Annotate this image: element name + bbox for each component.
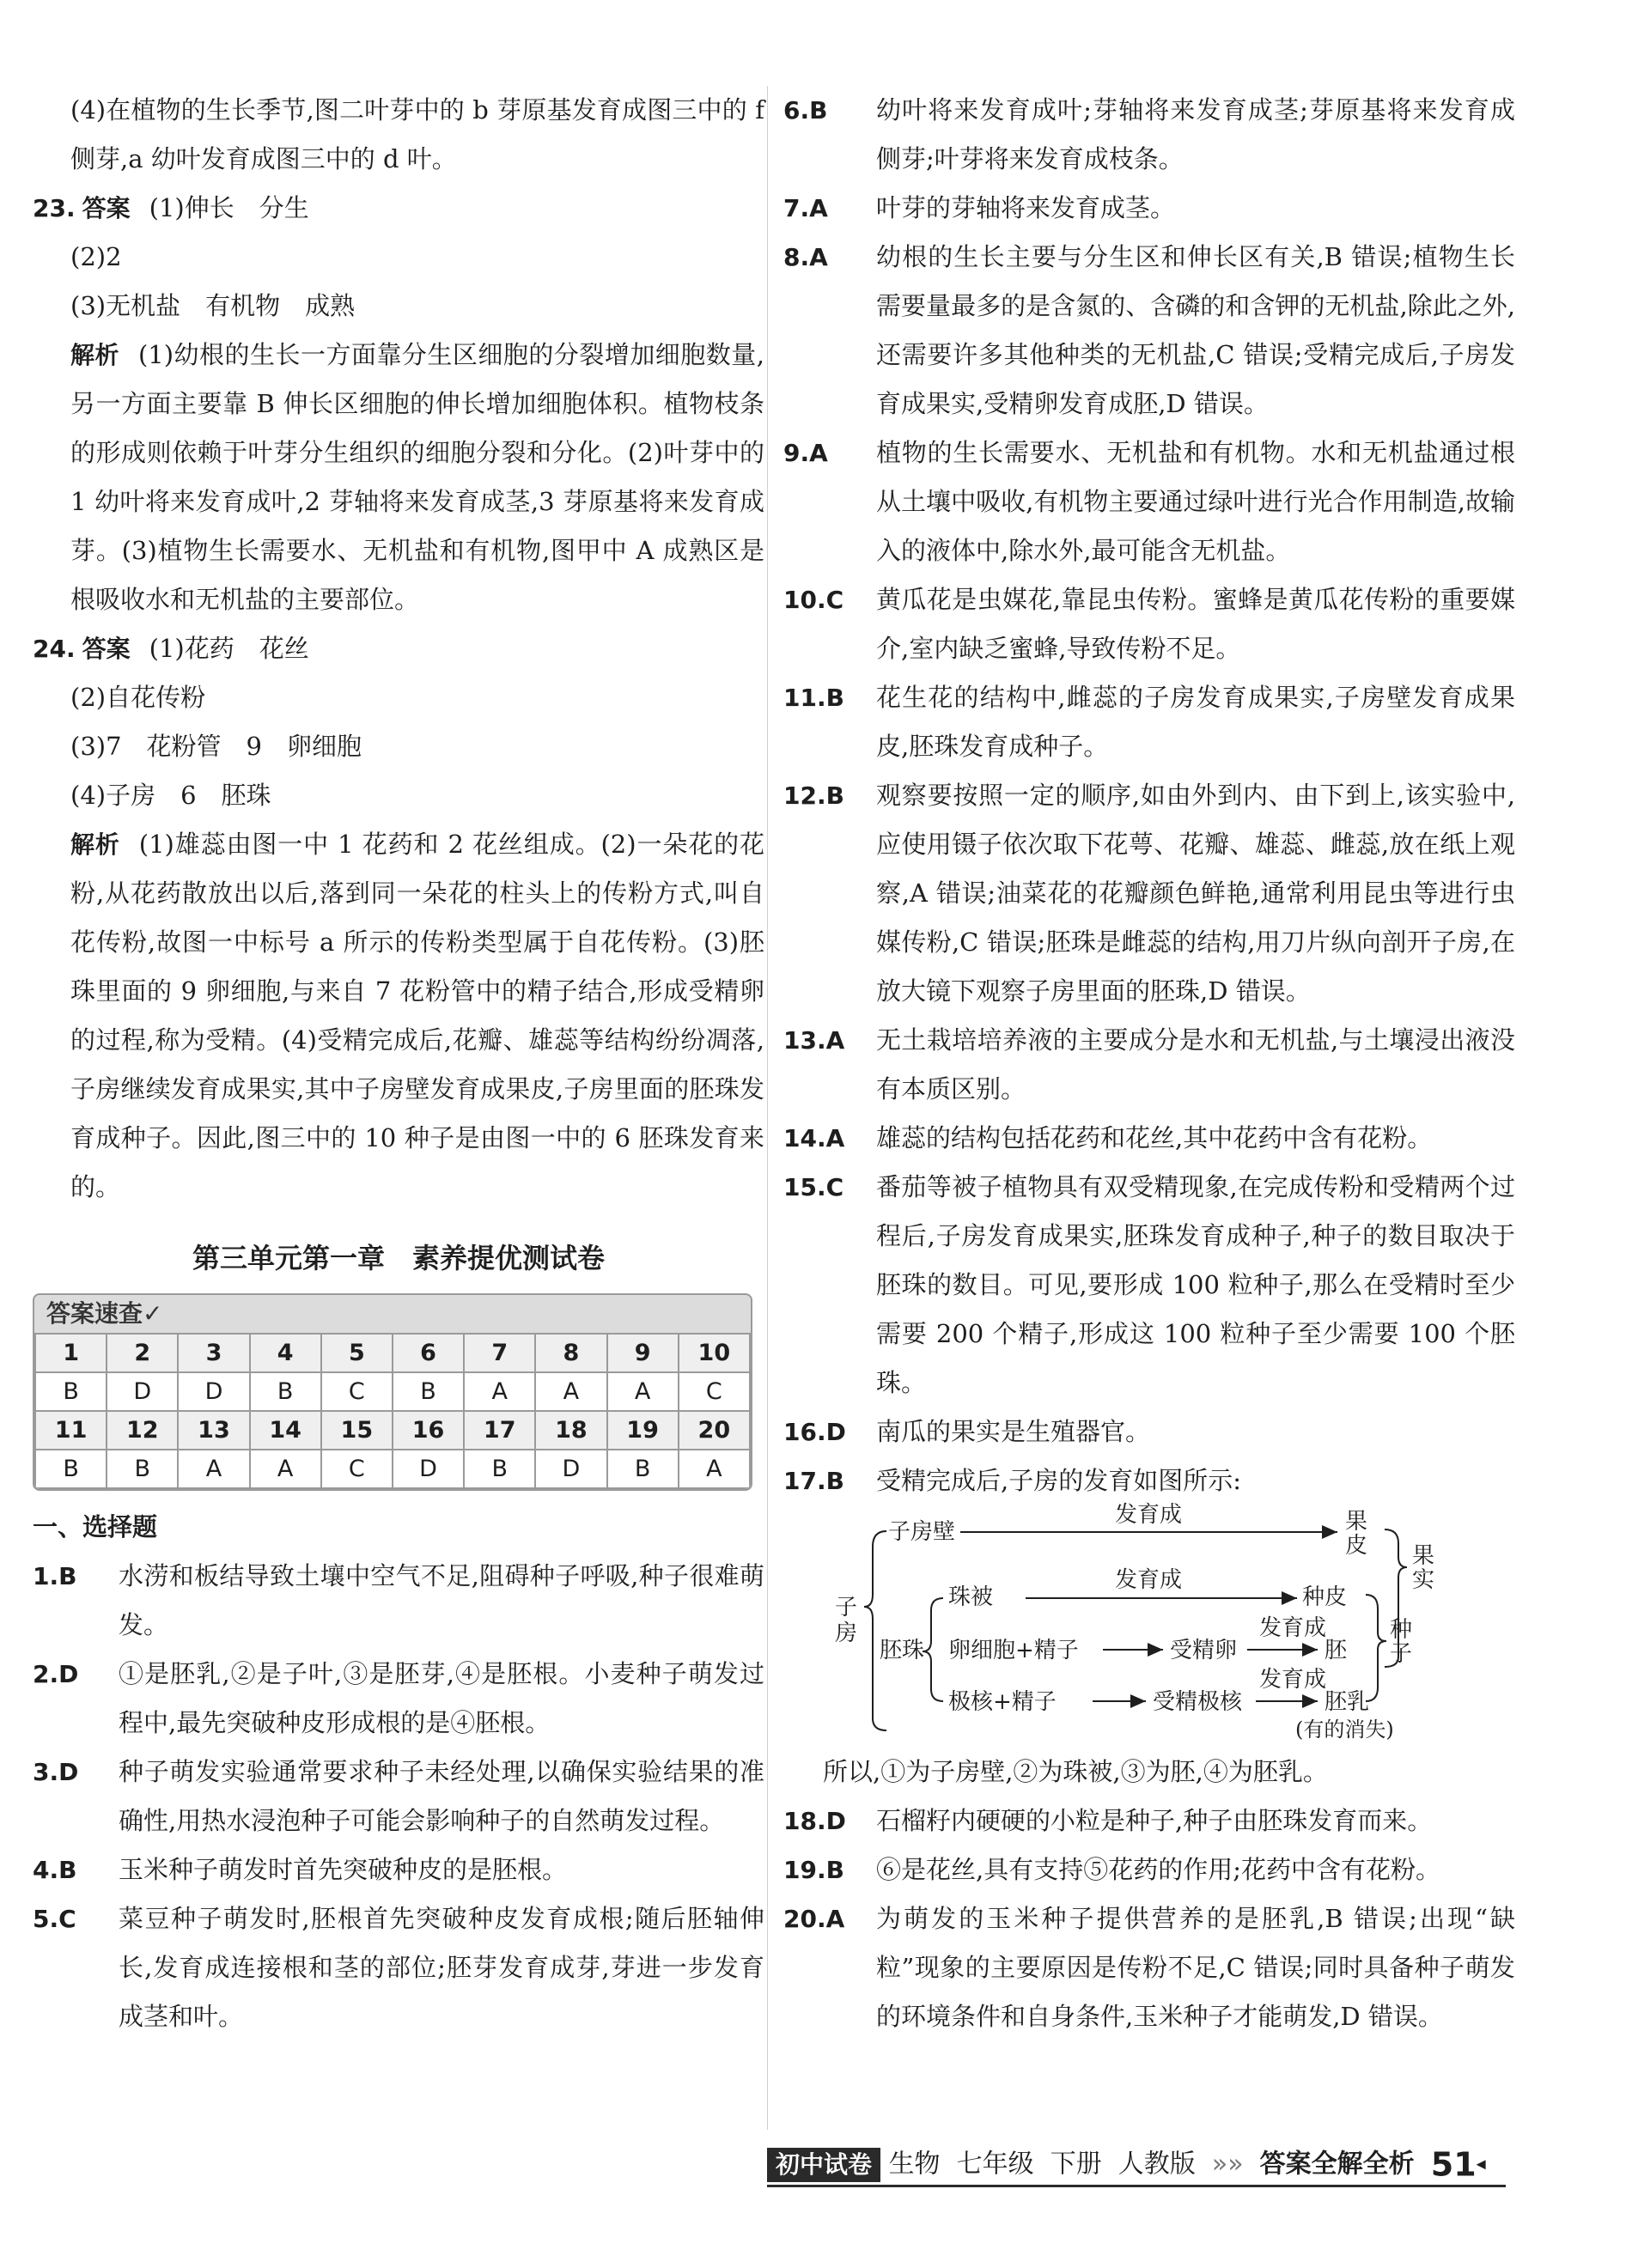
answer-table-number-cell-2: 12	[107, 1411, 178, 1450]
q24-analysis-tag: 解析	[70, 830, 120, 859]
footer-term: 下册	[1050, 2149, 1102, 2180]
q5-text: 菜豆种子萌发时,胚根首先突破种皮发育成根;随后胚轴伸长,发育成连接根和茎的部位;胚芽发育成芽,芽进一步发育成茎和叶。	[119, 1904, 764, 2031]
q12-explanation	[783, 771, 1515, 1016]
answer-table-number-cell-3: 3	[178, 1334, 249, 1372]
q24-line2: (2)自花传粉	[70, 683, 206, 712]
answer-table-number-cell-9: 9	[607, 1334, 679, 1372]
q23-line1: (1)伸长 分生	[149, 193, 309, 222]
label-develops-into-3: 发育成	[1259, 1615, 1327, 1641]
ovary-development-diagram	[835, 1502, 1488, 1744]
q19-explanation	[783, 1845, 1515, 1894]
q23-line3: (3)无机盐 有机物 成熟	[70, 291, 356, 320]
answer-table-answer-cell-10: C	[679, 1372, 750, 1411]
q4-number: 4.B	[33, 1856, 77, 1884]
answer-table-answer-cell-8: D	[535, 1450, 606, 1488]
label-develops-into-1: 发育成	[1115, 1502, 1183, 1528]
footer-edition: 人教版	[1117, 2149, 1196, 2180]
page-footer	[767, 2138, 1626, 2190]
section-title: 第三单元第一章 素养提优测试卷	[192, 1242, 605, 1274]
answer-table-number-cell-6: 6	[393, 1334, 464, 1372]
label-develops-into-4: 发育成	[1259, 1667, 1327, 1693]
q13-text: 无土栽培培养液的主要成分是水和无机盐,与土壤浸出液没有本质区别。	[876, 1025, 1515, 1104]
answer-table-answer-cell-2: B	[107, 1450, 178, 1488]
q24-analysis-text: (1)雄蕊由图一中 1 花药和 2 花丝组成。(2)一朵花的花粉,从花药散放出以后,落到同一朵花的柱头上的传粉方式,叫自花传粉,故图一中标号 a 所示的传粉类型属于自花传粉。(3)胚珠里面的 9 卵细胞,与来自 7 花粉管中的精子结合,形成受精卵的过程,称为受精。(4)受精完成后,花瓣、雄蕊等结构纷纷凋落,子房继续发育成果实,其中子房壁发育成果皮,子房里面的胚珠发育成种子。因此,图三中的 10 种子是由图一中的 6 胚珠发育来的。	[70, 830, 764, 1201]
q3-number: 3.D	[33, 1758, 79, 1786]
q24-number: 24.	[33, 635, 76, 663]
q14-explanation	[783, 1114, 1515, 1163]
q22-part4: (4)在植物的生长季节,图二叶芽中的 b 芽原基发育成图三中的 f 侧芽,a 幼叶发育成图三中的 d 叶。	[70, 95, 764, 173]
q23-analysis-tag: 解析	[70, 341, 119, 369]
q23-analysis	[33, 331, 764, 624]
page-number: 51	[1430, 2145, 1477, 2184]
q9-explanation	[783, 429, 1515, 575]
page-marker-icon: ◂	[1476, 2153, 1486, 2175]
label-fertilized-polar: 受精极核	[1153, 1689, 1243, 1715]
q24-line3: (3)7 花粉管 9 卵细胞	[70, 732, 362, 761]
q20-text: 为萌发的玉米种子提供营养的是胚乳,B 错误;出现“缺粒”现象的主要原因是传粉不足,C 错误;同时具备种子萌发的环境条件和自身条件,玉米种子才能萌发,D 错误。	[876, 1904, 1515, 2031]
label-polar-sperm: 极核+精子	[948, 1689, 1057, 1715]
q17-number: 17.B	[783, 1467, 844, 1495]
q20-explanation	[783, 1894, 1515, 2041]
label-zygote: 受精卵	[1170, 1638, 1238, 1663]
q24-answer-tag: 答案	[82, 635, 131, 663]
footer-subject: 生物	[888, 2149, 941, 2180]
answer-table-number-cell-5: 15	[321, 1411, 393, 1450]
footer-guide: 答案全解全析	[1259, 2149, 1415, 2180]
q4-text: 玉米种子萌发时首先突破种皮的是胚根。	[119, 1855, 568, 1884]
answer-table-number-cell-10: 20	[679, 1411, 750, 1450]
label-endosperm: 胚乳	[1325, 1689, 1370, 1715]
answer-table-answer-cell-3: A	[178, 1450, 249, 1488]
answer-table-number-cell-1: 1	[35, 1334, 107, 1372]
answer-table-number-cell-7: 7	[464, 1334, 535, 1372]
q20-number: 20.A	[783, 1905, 845, 1933]
label-pi: 皮	[1345, 1533, 1368, 1559]
label-some-disappear: (有的消失)	[1295, 1718, 1394, 1742]
label-ovary-wall: 子房壁	[888, 1519, 956, 1545]
q23-answer-tag: 答案	[82, 194, 131, 222]
q13-number: 13.A	[783, 1026, 845, 1055]
q24-answer	[33, 624, 764, 673]
q10-explanation	[783, 575, 1515, 673]
q5-number: 5.C	[33, 1905, 76, 1933]
answer-table-answer-cell-5: C	[321, 1450, 393, 1488]
answer-table-answer-cell-5: C	[321, 1372, 393, 1411]
answer-table-answer-cell-6: D	[393, 1450, 464, 1488]
answer-quick-check-table	[33, 1293, 752, 1491]
q16-number: 16.D	[783, 1418, 846, 1446]
answer-table-number-cell-5: 5	[321, 1334, 393, 1372]
label-ovule: 胚珠	[880, 1638, 925, 1663]
right-column	[783, 86, 1515, 2041]
q1-text: 水涝和板结导致土壤中空气不足,阻碍种子呼吸,种子很难萌发。	[119, 1561, 764, 1639]
q23-number: 23.	[33, 194, 76, 222]
brace-ovary	[864, 1531, 886, 1730]
footer-grade: 七年级	[956, 2149, 1034, 2180]
q18-explanation	[783, 1797, 1515, 1845]
q2-number: 2.D	[33, 1660, 79, 1688]
q1-explanation	[33, 1552, 764, 1650]
footer-arrows-icon: »»	[1211, 2149, 1244, 2180]
q19-text: ⑥是花丝,具有支持⑤花药的作用;花药中含有花粉。	[876, 1855, 1440, 1884]
answer-table-answer-cell-8: A	[535, 1372, 606, 1411]
answer-table-number-cell-4: 14	[250, 1411, 321, 1450]
q23-answer	[33, 184, 764, 233]
answer-table-number-cell-8: 18	[535, 1411, 606, 1450]
q8-number: 8.A	[783, 243, 828, 271]
answer-table-answer-cell-7: A	[464, 1372, 535, 1411]
q15-explanation	[783, 1163, 1515, 1408]
label-guo: 果	[1345, 1509, 1368, 1535]
answer-table-answer-cell-9: B	[607, 1450, 679, 1488]
q8-explanation	[783, 233, 1515, 429]
q16-explanation	[783, 1408, 1515, 1456]
label-zi: 子	[835, 1595, 858, 1620]
answer-table-answer-cell-6: B	[393, 1372, 464, 1411]
q12-number: 12.B	[783, 781, 844, 810]
multiple-choice-heading: 一、选择题	[33, 1512, 158, 1541]
q11-number: 11.B	[783, 684, 844, 712]
label-develops-into-2: 发育成	[1115, 1567, 1183, 1593]
label-seed-coat: 种皮	[1302, 1584, 1348, 1610]
answer-table-number-cell-3: 13	[178, 1411, 249, 1450]
q7-number: 7.A	[783, 194, 828, 222]
answer-table-answer-cell-7: B	[464, 1450, 535, 1488]
brace-ovule	[923, 1598, 943, 1701]
q7-text: 叶芽的芽轴将来发育成茎。	[876, 193, 1176, 222]
q24-line4: (4)子房 6 胚珠	[70, 781, 271, 810]
column-divider	[767, 86, 768, 2130]
answer-table-row-answers-1	[35, 1372, 750, 1411]
q10-text: 黄瓜花是虫媒花,靠昆虫传粉。蜜蜂是黄瓜花传粉的重要媒介,室内缺乏蜜蜂,导致传粉不足。	[876, 585, 1515, 663]
label-seed-zi: 子	[1390, 1641, 1413, 1667]
q2-text: ①是胚乳,②是子叶,③是胚芽,④是胚根。小麦种子萌发过程中,最先突破种皮形成根的是④胚根。	[119, 1659, 764, 1737]
answer-table-number-cell-2: 2	[107, 1334, 178, 1372]
answer-table-answer-cell-10: A	[679, 1450, 750, 1488]
q13-explanation	[783, 1016, 1515, 1114]
left-column	[33, 86, 764, 2041]
answer-table-title: 答案速查✓	[46, 1299, 163, 1328]
q14-text: 雄蕊的结构包括花药和花丝,其中花药中含有花粉。	[876, 1123, 1433, 1152]
answer-table-number-cell-7: 17	[464, 1411, 535, 1450]
q10-number: 10.C	[783, 586, 844, 614]
q15-number: 15.C	[783, 1173, 844, 1201]
q12-text: 观察要按照一定的顺序,如由外到内、由下到上,该实验中,应使用镊子依次取下花萼、花瓣、雄蕊、雌蕊,放在纸上观察,A 错误;油菜花的花瓣颜色鲜艳,通常利用昆虫等进行虫媒传粉,C 错误;胚珠是雌蕊的结构,用刀片纵向剖开子房,在放大镜下观察子房里面的胚珠,D 错误。	[876, 781, 1515, 1006]
q9-text: 植物的生长需要水、无机盐和有机物。水和无机盐通过根从土壤中吸收,有机物主要通过绿叶进行光合作用制造,故输入的液体中,除水外,最可能含无机盐。	[876, 438, 1515, 565]
answer-table-number-cell-4: 4	[250, 1334, 321, 1372]
label-fang: 房	[835, 1620, 858, 1646]
q24-line1: (1)花药 花丝	[149, 634, 309, 663]
label-embryo: 胚	[1325, 1638, 1348, 1663]
answer-table-answer-cell-3: D	[178, 1372, 249, 1411]
answer-table-answer-cell-1: B	[35, 1372, 107, 1411]
answer-table-number-cell-8: 8	[535, 1334, 606, 1372]
q18-text: 石榴籽内硬硬的小粒是种子,种子由胚珠发育而来。	[876, 1806, 1433, 1835]
q11-text: 花生花的结构中,雌蕊的子房发育成果实,子房壁发育成果皮,胚珠发育成种子。	[876, 683, 1515, 761]
q15-text: 番茄等被子植物具有双受精现象,在完成传粉和受精两个过程后,子房发育成果实,胚珠发育成种子,种子的数目取决于胚珠的数目。可见,要形成 100 粒种子,那么在受精时至少需要 200 个精子,形成这 100 粒种子至少需要 100 个胚珠。	[876, 1172, 1515, 1397]
q19-number: 19.B	[783, 1856, 844, 1884]
answer-table-number-cell-10: 10	[679, 1334, 750, 1372]
label-integument: 珠被	[948, 1584, 994, 1610]
q3-text: 种子萌发实验通常要求种子未经处理,以确保实验结果的准确性,用热水浸泡种子可能会影响种子的自然萌发过程。	[119, 1757, 764, 1835]
q17-conclusion: 所以,①为子房壁,②为珠被,③为胚,④为胚乳。	[823, 1757, 1328, 1786]
answer-table-row-numbers-1	[35, 1334, 750, 1372]
answer-table-row-answers-2	[35, 1450, 750, 1488]
q18-number: 18.D	[783, 1807, 846, 1835]
answer-table-answer-cell-9: A	[607, 1372, 679, 1411]
q1-number: 1.B	[33, 1562, 77, 1590]
q6-explanation	[783, 86, 1515, 184]
q6-text: 幼叶将来发育成叶;芽轴将来发育成茎;芽原基将来发育成侧芽;叶芽将来发育成枝条。	[876, 95, 1515, 173]
q6-number: 6.B	[783, 96, 828, 125]
brace-seed	[1366, 1595, 1386, 1701]
q7-explanation	[783, 184, 1515, 233]
label-egg-sperm: 卵细胞+精子	[948, 1638, 1079, 1663]
footer-badge: 初中试卷	[767, 2148, 880, 2182]
q8-text: 幼根的生长主要与分生区和伸长区有关,B 错误;植物生长需要量最多的是含氮的、含磷的和含钾的无机盐,除此之外,还需要许多其他种类的无机盐,C 错误;受精完成后,子房发育成果实,受精卵发育成胚,D 错误。	[876, 242, 1515, 418]
answer-table-answer-cell-2: D	[107, 1372, 178, 1411]
answer-table-answer-cell-1: B	[35, 1450, 107, 1488]
answer-table-number-cell-9: 19	[607, 1411, 679, 1450]
answer-table-answer-cell-4: A	[250, 1450, 321, 1488]
q17-explanation	[783, 1456, 1515, 1505]
q23-line2: (2)2	[70, 242, 122, 271]
footer-rule	[767, 2185, 1506, 2187]
label-fruit-guo: 果	[1412, 1543, 1435, 1569]
answer-table-number-cell-6: 16	[393, 1411, 464, 1450]
q16-text: 南瓜的果实是生殖器官。	[876, 1417, 1151, 1446]
q17-text: 受精完成后,子房的发育如图所示:	[876, 1466, 1241, 1495]
label-seed-zhong: 种	[1390, 1617, 1413, 1643]
q24-analysis	[33, 820, 764, 1212]
answer-table-number-cell-1: 11	[35, 1411, 107, 1450]
q14-number: 14.A	[783, 1124, 845, 1152]
q3-explanation	[33, 1748, 764, 1845]
answer-table-answer-cell-4: B	[250, 1372, 321, 1411]
answer-table-row-numbers-2	[35, 1411, 750, 1450]
q4-explanation	[33, 1845, 764, 1894]
label-fruit-shi: 实	[1412, 1567, 1435, 1593]
q5-explanation	[33, 1894, 764, 2041]
q2-explanation	[33, 1650, 764, 1748]
q23-analysis-text: (1)幼根的生长一方面靠分生区细胞的分裂增加细胞数量,另一方面主要靠 B 伸长区细胞的伸长增加细胞体积。植物枝条的形成则依赖于叶芽分生组织的细胞分裂和分化。(2)叶芽中的 1 幼叶将来发育成叶,2 芽轴将来发育成茎,3 芽原基将来发育成芽。(3)植物生长需要水、无机盐和有机物,图甲中 A 成熟区是根吸收水和无机盐的主要部位。	[70, 340, 764, 614]
q9-number: 9.A	[783, 439, 828, 467]
q11-explanation	[783, 673, 1515, 771]
